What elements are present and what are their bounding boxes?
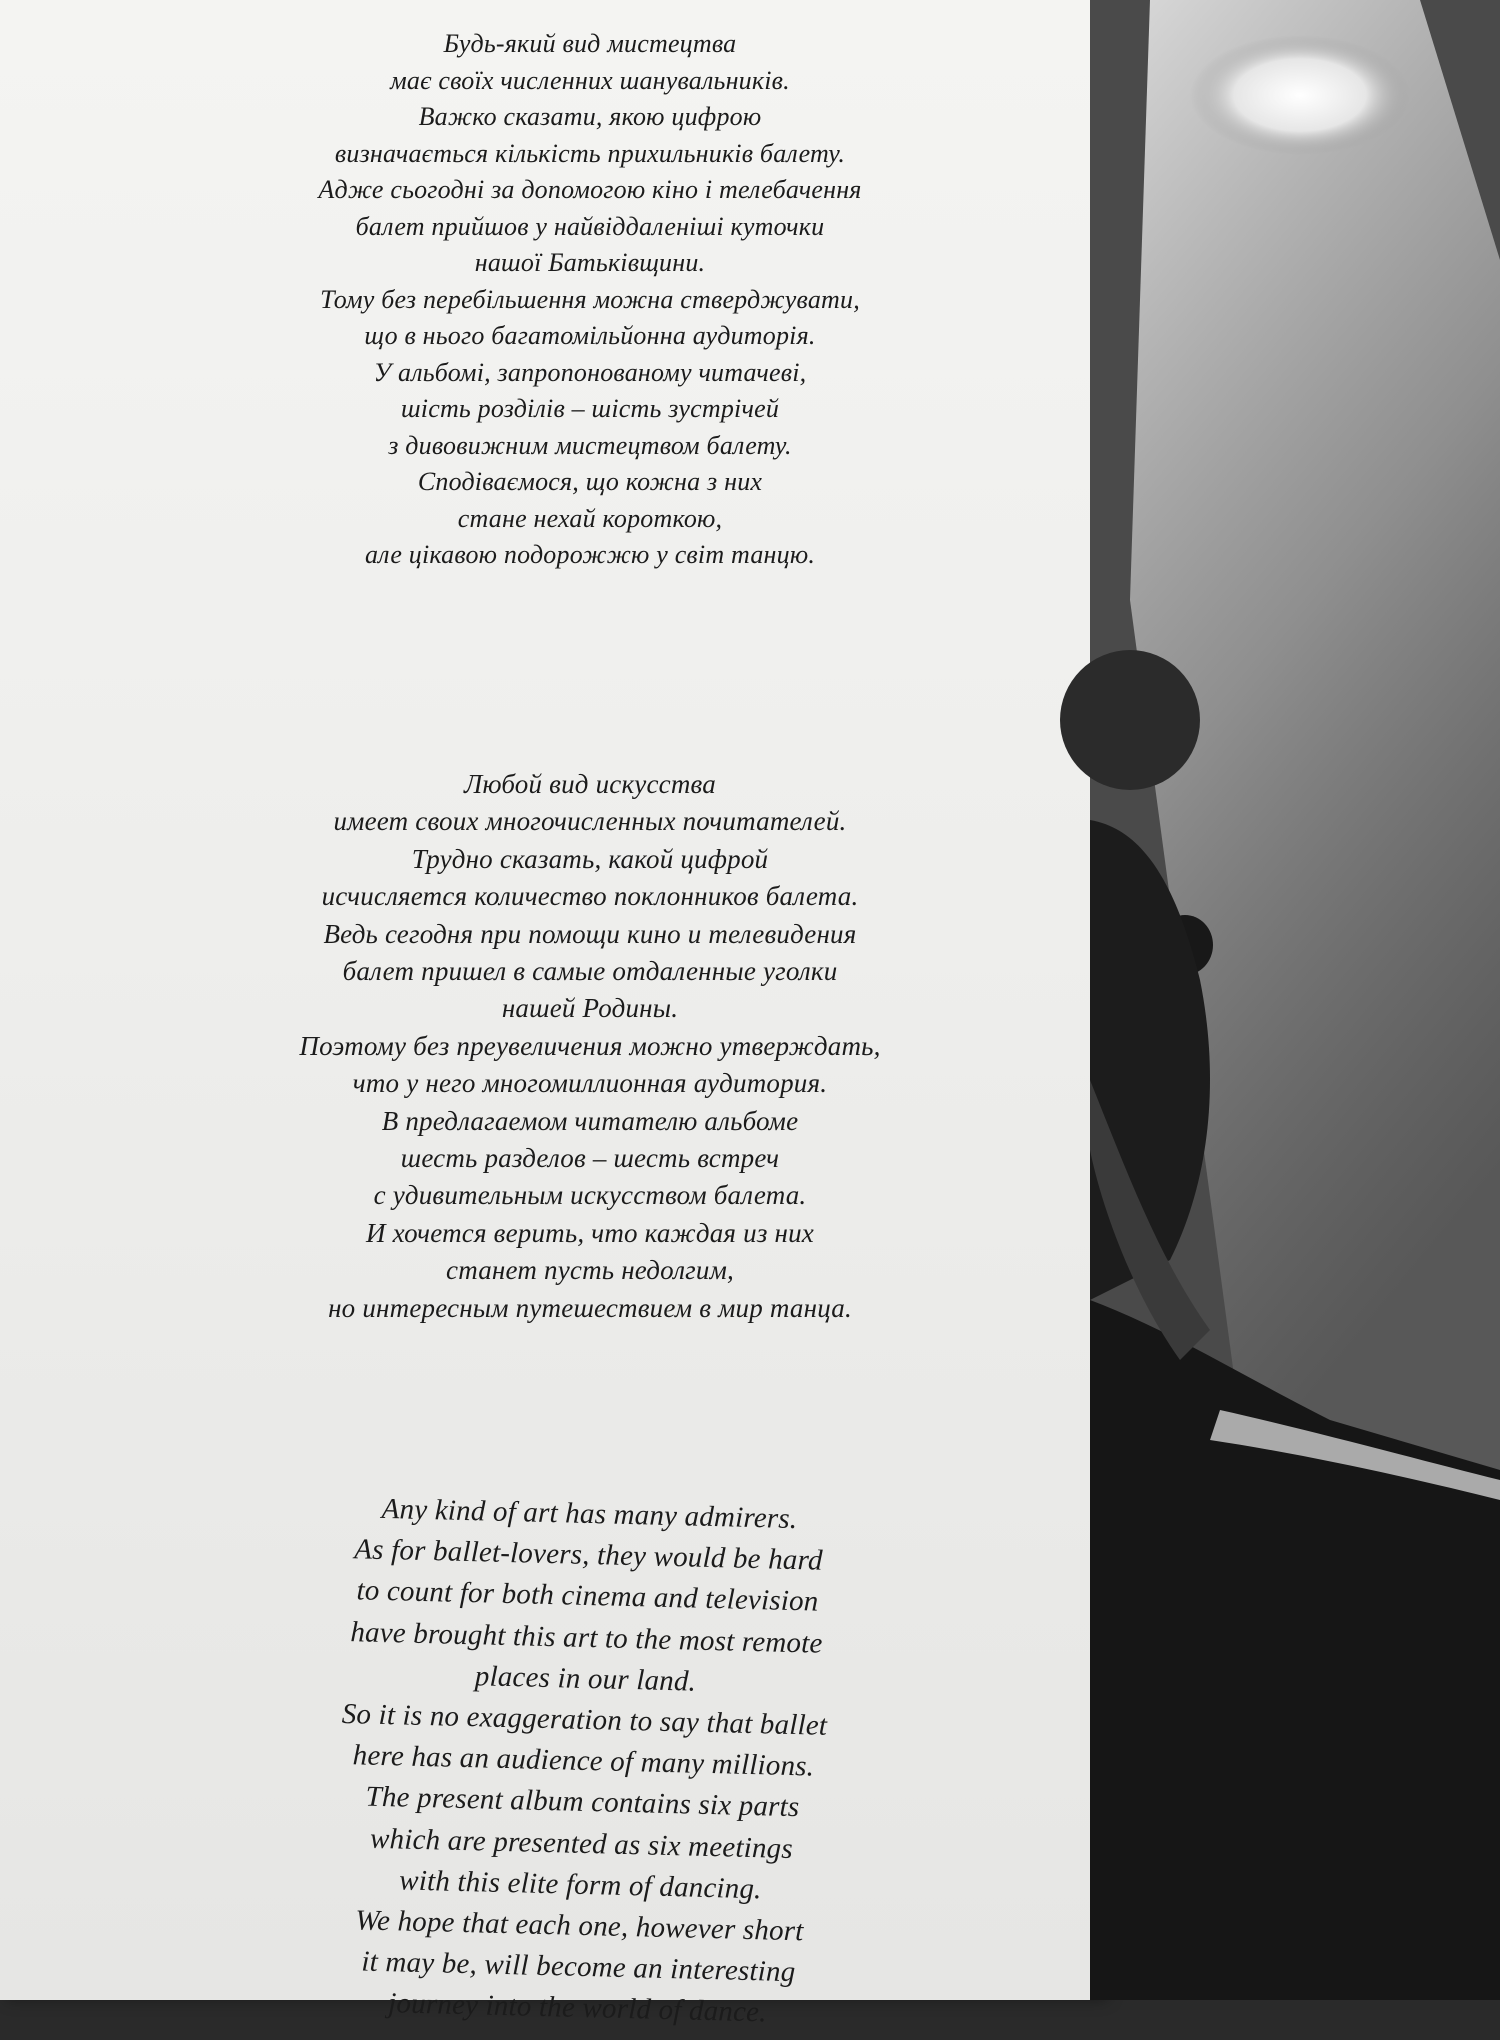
text-line: Поэтому без преувеличения можно утверждать, bbox=[299, 1030, 881, 1061]
text-line: Сподіваємося, що кожна з них bbox=[417, 467, 763, 496]
text-line: В предлагаемом читателю альбоме bbox=[381, 1105, 799, 1136]
text-line: визначається кількість прихильників балету. bbox=[334, 138, 846, 168]
text-line: с удивительным искусством балета. bbox=[373, 1180, 807, 1211]
text-line: що в нього багатомільйонна аудиторія. bbox=[364, 321, 816, 350]
text-line: which are presented as six meetings bbox=[369, 1822, 794, 1865]
text-line: Будь-який вид мистецтва bbox=[443, 29, 737, 58]
text-line: Адже сьогодні за допомогою кіно і телебачення bbox=[318, 175, 862, 204]
text-line: So it is no exaggeration to say that ballet bbox=[341, 1698, 828, 1742]
text-line: з дивовижним мистецтвом балету. bbox=[388, 430, 792, 460]
text-line: it may be, will become an interesting bbox=[361, 1945, 796, 1989]
text-line: Тому без перебільшення можна стверджувати, bbox=[320, 284, 860, 314]
text-line: стане нехай короткою, bbox=[457, 503, 723, 533]
ballet-photograph bbox=[1090, 0, 1500, 2000]
text-line: to count for both cinema and television bbox=[356, 1574, 819, 1619]
text-line: имеет своих многочисленных почитателей. bbox=[333, 806, 847, 837]
text-line: нашої Батьківщини. bbox=[474, 248, 706, 277]
text-line: шість розділів – шість зустрічей bbox=[400, 394, 780, 423]
text-line: шесть разделов – шесть встреч bbox=[400, 1143, 780, 1174]
text-line: нашей Родины. bbox=[501, 993, 679, 1024]
text-line: Ведь сегодня при помощи кино и телевидения bbox=[323, 918, 857, 949]
russian-text-block bbox=[150, 766, 1030, 1327]
text-line: балет пришел в самые отдаленные уголки bbox=[342, 956, 838, 987]
text-line: Важко сказати, якою цифрою bbox=[418, 102, 762, 131]
text-line: Трудно сказать, какой цифрой bbox=[411, 843, 769, 874]
text-line: что у него многомиллионная аудитория. bbox=[352, 1068, 828, 1099]
text-line: исчисляется количество поклонников балета. bbox=[321, 881, 859, 912]
text-line: We hope that each one, however short bbox=[354, 1904, 804, 1948]
text-line: но интересным путешествием в мир танца. bbox=[328, 1292, 852, 1323]
text-line: але цікавою подорожжю у світ танцю. bbox=[364, 540, 816, 569]
text-line: має своїх численних шанувальників. bbox=[390, 65, 790, 95]
text-line: here has an audience of many millions. bbox=[352, 1739, 815, 1783]
text-line: станет пусть недолгим, bbox=[446, 1255, 734, 1286]
text-line: И хочется верить, что каждая из них bbox=[366, 1217, 814, 1248]
photograph-image bbox=[1090, 0, 1500, 2000]
text-line: У альбомі, запропонованому читачеві, bbox=[373, 357, 807, 387]
text-line: with this elite form of dancing. bbox=[398, 1864, 763, 1906]
text-line: балет прийшов у найвіддаленіші куточки bbox=[355, 211, 825, 241]
text-line: places in our land. bbox=[474, 1660, 697, 1698]
text-line: Any kind of art has many admirers. bbox=[381, 1492, 798, 1536]
text-line: The present album contains six parts bbox=[365, 1781, 800, 1824]
text-line: Любой вид искусства bbox=[464, 769, 716, 799]
text-line: As for ballet-lovers, they would be hard bbox=[353, 1533, 824, 1577]
english-text-block bbox=[137, 1483, 1030, 2040]
text-line: journey into the world of dance. bbox=[387, 1987, 768, 2029]
ukrainian-text-block bbox=[150, 26, 1030, 574]
text-line: have brought this art to the most remote bbox=[350, 1615, 823, 1660]
